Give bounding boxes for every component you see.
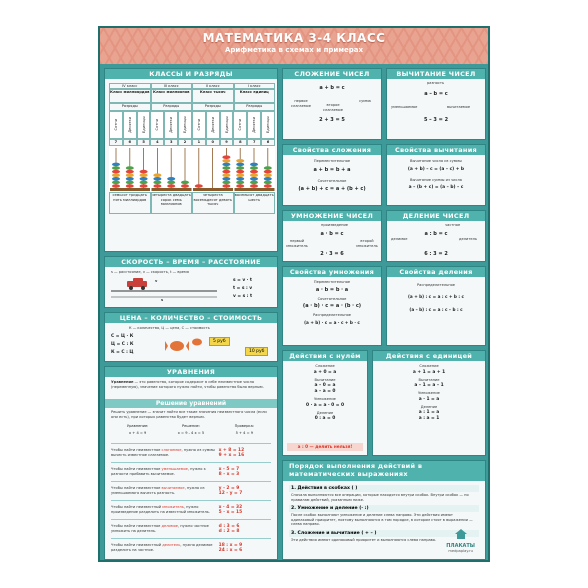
rank-cols	[109, 111, 275, 139]
speed-label-v: v	[155, 279, 158, 283]
abacus-bead	[236, 170, 244, 174]
subtraction-formula: a – b = c	[424, 91, 448, 97]
prop-formula: a · b = b · a	[315, 286, 349, 293]
class-name: Класс миллиардов	[109, 89, 151, 103]
rule-word: делитель	[162, 543, 181, 548]
multiplication-formula: a · b = c	[320, 231, 344, 237]
rank-col-text: Сотни	[113, 119, 118, 131]
division-example: 6 : 3 = 2	[424, 251, 448, 257]
prop-label: Переместительное	[313, 280, 351, 284]
rule-example: x - 5 = 7	[218, 467, 240, 472]
addition-part: сумма	[359, 99, 371, 103]
rank-labels	[109, 103, 275, 111]
abacus-drawing	[109, 146, 275, 192]
op-label: Умножение	[314, 397, 336, 402]
rule-row	[111, 500, 271, 519]
op-formula: a : 1 = a	[418, 410, 440, 416]
number-word: четыреста восемьдесят девять тысяч	[192, 192, 234, 214]
section-classes	[104, 68, 278, 252]
speed-label-s: s	[161, 298, 164, 302]
abacus-bead	[167, 181, 175, 185]
prop-formula: (a – b) : c = a : c – b : c	[409, 306, 463, 312]
section-div-props	[386, 266, 486, 346]
rule-post: , нужно из суммы вычесть известное слагаемое.	[111, 448, 215, 457]
abacus-bead	[222, 159, 230, 163]
rank-label: Разряды	[151, 103, 193, 111]
rank-col	[220, 111, 234, 139]
order-step-head: 2. Умножение и деление (· :)	[289, 505, 479, 512]
solve-title: Решение уравнений	[105, 399, 277, 408]
prop-formula: (a + b) – c = (a – c) + b	[407, 166, 465, 172]
one-list	[373, 364, 485, 421]
rule-word: делимое	[161, 524, 178, 529]
abacus-bead	[222, 155, 230, 159]
section-equations	[104, 366, 278, 560]
abacus-bead	[112, 184, 120, 188]
rule-post: , нужно частное умножить на делитель.	[111, 524, 209, 533]
abacus-bead	[250, 181, 258, 185]
section-title: Действия с единицей	[373, 351, 485, 361]
rule-text	[111, 543, 219, 552]
section-price	[104, 312, 278, 362]
price-formula: Ц = С : К	[111, 342, 134, 347]
zero-warning: a : 0 — делить нельзя!	[287, 443, 363, 451]
rule-text	[111, 524, 219, 533]
class-header: III класс	[151, 83, 193, 89]
rule-text	[111, 505, 219, 514]
rank-label: Разряды	[192, 103, 234, 111]
prop-formula: (a + b) + c = a + (b + c)	[298, 186, 366, 193]
abacus-bead	[112, 170, 120, 174]
abacus-bead	[236, 163, 244, 167]
prop-formula: a + b = b + a	[313, 166, 351, 173]
abacus-bead	[236, 177, 244, 181]
rule-example: 12 - y = 7	[218, 491, 243, 496]
section-addition	[282, 68, 382, 140]
digit-cell: 4	[150, 139, 164, 146]
abacus-bead	[236, 166, 244, 170]
rule-examples	[219, 467, 271, 477]
section-multiplication	[282, 210, 382, 262]
rule-pre: Чтобы найти неизвестный	[111, 505, 163, 510]
car-road-drawing	[109, 277, 219, 305]
solve-example-cell: x = 9 - 4 x = 5	[177, 431, 205, 435]
abacus-bead	[140, 177, 148, 181]
section-title: УМНОЖЕНИЕ ЧИСЕЛ	[283, 211, 381, 221]
order-step-head: 3. Сложение и вычитание ( + – )	[289, 530, 479, 537]
section-subtraction	[386, 68, 486, 140]
op-label: Умножение	[418, 391, 440, 396]
op-label: Деление	[420, 404, 438, 409]
page-title: МАТЕМАТИКА 3-4 КЛАСС	[202, 31, 386, 45]
rank-col-text: Сотни	[196, 119, 201, 131]
abacus-bead	[126, 181, 134, 185]
abacus-bead	[222, 163, 230, 167]
rule-pre: Чтобы найти неизвестное	[111, 448, 162, 453]
rule-example: 8 - x = 3	[218, 472, 240, 477]
rule-row	[111, 519, 271, 538]
section-title: ВЫЧИТАНИЕ ЧИСЕЛ	[387, 69, 485, 79]
rank-col	[178, 111, 192, 139]
abacus-bead	[236, 181, 244, 185]
prop-label: Вычитание числа из суммы	[410, 159, 462, 163]
abacus-bead	[222, 181, 230, 185]
rule-row	[111, 538, 271, 557]
prop-label: Сочетательное	[317, 178, 347, 183]
op-label: Сложение	[419, 364, 439, 368]
prop-formula: (a + b) : c = a : c + b : c	[408, 293, 464, 299]
digit-cell: 7	[109, 139, 123, 146]
addition-formula: a + b = c	[319, 85, 345, 91]
page-subtitle: Арифметика в схемах и примерах	[224, 46, 364, 54]
rank-col	[261, 111, 275, 139]
rank-col	[150, 111, 164, 139]
division-part: частное	[445, 223, 461, 227]
abacus-bead	[236, 184, 244, 188]
digit-cell: 8	[233, 139, 247, 146]
rule-word: слагаемое	[161, 448, 182, 453]
abacus-bead	[140, 173, 148, 177]
op-formula: a – 1 = a – 1	[414, 383, 444, 389]
definition-label: Уравнение	[111, 380, 134, 384]
op-label: Вычитание	[418, 377, 440, 382]
prop-label: Распределительное	[313, 313, 351, 318]
rule-word: множитель	[162, 505, 184, 510]
rank-col	[206, 111, 220, 139]
abacus-bead	[153, 173, 161, 177]
solve-col: Уравнение:	[126, 424, 149, 428]
rules-list	[111, 443, 271, 557]
rank-col	[164, 111, 178, 139]
abacus-bead	[112, 177, 120, 181]
section-title: КЛАССЫ И РАЗРЯДЫ	[105, 69, 277, 79]
abacus-bead	[250, 163, 258, 167]
rule-example: 18 : x = 9	[218, 543, 243, 548]
op-label: Вычитание	[314, 377, 336, 382]
zero-list	[283, 364, 367, 421]
rule-examples	[219, 543, 271, 553]
abacus-bead	[112, 163, 120, 167]
definition-text: — это равенство, которое содержит в себе неизвестное число (переменную), значение которого нужно найти, чтобы равенство было верным.	[111, 380, 264, 389]
division-formula: a : b = c	[424, 231, 448, 237]
digit-cell: 0	[206, 139, 220, 146]
abacus-base	[193, 188, 233, 191]
abacus-bead	[264, 173, 272, 177]
rule-row	[111, 443, 271, 462]
rule-example: d : 2 = 8	[218, 529, 240, 534]
division-part: делимое	[391, 237, 408, 241]
op-label: Деление	[316, 410, 334, 415]
abacus-bead	[167, 184, 175, 188]
digit-cell: 9	[220, 139, 234, 146]
abacus-bead	[126, 166, 134, 170]
price-tag: 5 руб	[209, 337, 230, 346]
rank-col-text: Единицы	[183, 116, 188, 134]
abacus-bead	[222, 173, 230, 177]
prop-label: Вычитание суммы из числа	[410, 177, 462, 182]
rule-examples	[219, 448, 271, 458]
abacus-bead	[264, 166, 272, 170]
class-name: Класс тысяч	[192, 89, 234, 103]
abacus-bead	[236, 159, 244, 163]
digit-cell: 1	[192, 139, 206, 146]
rank-col-text: Десятки	[127, 117, 132, 133]
multiplication-example: 2 · 3 = 6	[320, 251, 344, 257]
candy-icon	[165, 333, 205, 359]
price-formula: С = Ц · К	[111, 334, 134, 339]
section-title: СКОРОСТЬ – ВРЕМЯ – РАССТОЯНИЕ	[105, 257, 277, 267]
prop-label: Переместительное	[313, 159, 351, 163]
rank-col-text: Сотни	[238, 119, 243, 131]
op-formula: a + 0 = a	[313, 369, 337, 375]
subtraction-part: вычитаемое	[447, 105, 471, 109]
rule-pre: Чтобы найти неизвестное	[111, 486, 162, 491]
abacus-bead	[222, 177, 230, 181]
subtraction-example: 5 – 3 = 2	[423, 117, 449, 123]
abacus-bead	[264, 184, 272, 188]
prop-label: Сочетательное	[317, 296, 347, 301]
digit-cell: 5	[137, 139, 151, 146]
digit-cell: 6	[123, 139, 137, 146]
section-title: ЦЕНА – КОЛИЧЕСТВО – СТОИМОСТЬ	[105, 313, 277, 323]
rule-examples	[219, 505, 271, 515]
class-header: I класс	[234, 83, 276, 89]
section-add-props	[282, 144, 382, 206]
rule-word: вычитаемое	[161, 486, 185, 491]
addition-part: второе слагаемое	[323, 103, 343, 112]
abacus-base	[110, 188, 150, 191]
section-title: Порядок выполнения действий в математических выражениях	[283, 461, 485, 481]
equation-definition	[111, 380, 271, 389]
abacus-bead	[181, 181, 189, 185]
section-title: СЛОЖЕНИЕ ЧИСЕЛ	[283, 69, 381, 79]
prop-formula: (a + b) · c = a · c + b · c	[304, 319, 360, 325]
multiplication-part: первый множитель	[286, 239, 308, 248]
rank-col-text: Десятки	[210, 117, 215, 133]
abacus-bead	[222, 184, 230, 188]
rank-label: Разряды	[109, 103, 151, 111]
addition-example: 2 + 3 = 5	[319, 117, 345, 123]
rank-col	[247, 111, 261, 139]
class-header: II класс	[192, 83, 234, 89]
op-formula: a – 0 = a	[314, 383, 336, 389]
digit-cell: 2	[178, 139, 192, 146]
section-title: ДЕЛЕНИЕ ЧИСЕЛ	[387, 211, 485, 221]
rule-pre: Чтобы найти неизвестный	[111, 543, 163, 548]
rank-col	[233, 111, 247, 139]
section-title: Свойства вычитания	[387, 145, 485, 155]
class-name: Класс миллионов	[151, 89, 193, 103]
multiplication-part: произведение	[321, 223, 348, 227]
speed-legend: s — расстояние, v — скорость, t — время	[111, 270, 189, 274]
abacus-bead	[153, 181, 161, 185]
abacus-bead	[126, 184, 134, 188]
house-icon	[455, 529, 467, 539]
rank-col-text: Единицы	[266, 116, 271, 134]
order-step-text: После скобок выполняют умножение и деление слева направо. Эти действия имеют одинаковый приоритет, поэтому выполняются в том порядке, в котором стоят в выражении — слева направо.	[291, 513, 473, 527]
rule-text	[111, 467, 219, 476]
section-zero	[282, 350, 368, 456]
price-tag: 10 руб	[245, 347, 268, 356]
rule-pre: Чтобы найти неизвестное	[111, 524, 162, 529]
rank-col-text: Десятки	[169, 117, 174, 133]
rule-word: уменьшаемое	[161, 467, 188, 472]
header	[100, 28, 488, 64]
class-names	[109, 89, 275, 103]
abacus-bead	[126, 173, 134, 177]
rule-post: , нужно произведение разделить на известный множитель.	[111, 505, 210, 514]
multiplication-part: второй множитель	[356, 239, 378, 248]
rule-pre: Чтобы найти неизвестное	[111, 467, 162, 472]
rule-row	[111, 481, 271, 500]
solve-col: Проверка:	[234, 424, 255, 428]
subtraction-part: разность	[427, 81, 445, 85]
op-formula: 0 : a = 0	[314, 416, 336, 422]
footer-site: medpaplay.ru	[448, 549, 473, 553]
section-speed	[104, 256, 278, 308]
abacus-bead	[181, 184, 189, 188]
abacus-bead	[222, 170, 230, 174]
abacus-bead	[264, 177, 272, 181]
rule-example: 9 + x = 16	[218, 453, 245, 458]
section-order	[282, 460, 486, 560]
abacus-bead	[250, 177, 258, 181]
section-title: УРАВНЕНИЯ	[105, 367, 277, 377]
number-word: семьсот тридцать пять миллиардов	[109, 192, 151, 214]
solve-text: Решить уравнение — значит найти все такие значения неизвестного числа (если они есть), при которых равенство будет верным.	[111, 410, 267, 419]
abacus-base	[152, 188, 192, 191]
section-one	[372, 350, 486, 456]
speed-formula: v = s : t	[233, 294, 253, 299]
abacus-bead	[167, 177, 175, 181]
abacus-bead	[112, 173, 120, 177]
abacus-bead	[140, 181, 148, 185]
price-formula: К = С : Ц	[111, 350, 134, 355]
poster	[98, 26, 490, 562]
abacus-bead	[153, 177, 161, 181]
rule-examples	[219, 524, 271, 534]
section-title: Свойства умножения	[283, 267, 381, 277]
rule-post: , нужно из уменьшаемого вычесть разность.	[111, 486, 205, 495]
order-step-head: 1. Действия в скобках ( )	[289, 485, 479, 492]
rank-col	[137, 111, 151, 139]
rule-examples	[219, 486, 271, 496]
section-sub-props	[386, 144, 486, 206]
rule-text	[111, 448, 219, 457]
rank-label: Разряды	[234, 103, 276, 111]
rank-col-text: Единицы	[224, 116, 229, 134]
solve-example-cell: x + 4 = 9	[129, 431, 147, 435]
digit-cell: 3	[164, 139, 178, 146]
section-division	[386, 210, 486, 262]
abacus-bead	[236, 173, 244, 177]
rank-col	[109, 111, 123, 139]
op-formula: a + 1 = a + 1	[412, 369, 446, 375]
abacus-bead	[153, 184, 161, 188]
abacus-bead	[264, 181, 272, 185]
abacus-bead	[264, 170, 272, 174]
op-formula: a – a = 0	[314, 389, 336, 395]
rule-text	[111, 486, 219, 495]
solve-example-cell: 5 + 4 = 9	[235, 431, 254, 435]
abacus-bead	[140, 184, 148, 188]
digit-cell: 7	[247, 139, 261, 146]
section-mul-props	[282, 266, 382, 346]
prop-label: Распределительное	[417, 283, 455, 287]
rule-row	[111, 462, 271, 481]
number-words	[109, 192, 275, 214]
section-title: Действия с нулём	[283, 351, 367, 361]
class-header: IV класс	[109, 83, 151, 89]
rule-example: y - 2 = 9	[218, 486, 240, 491]
op-formula: 0 · a = a · 0 = 0	[305, 402, 344, 408]
solve-col: Решение:	[181, 424, 200, 428]
op-label: Сложение	[315, 364, 335, 368]
op-formula: a : a = 1	[418, 416, 440, 422]
speed-formula: s = v · t	[233, 278, 253, 283]
rule-example: x · 4 = 32	[218, 505, 243, 510]
rule-example: 24 : x = 6	[218, 548, 243, 553]
abacus-bead	[195, 184, 203, 188]
speed-formula: t = s : v	[233, 286, 253, 291]
section-title: Свойства сложения	[283, 145, 381, 155]
rule-post: , нужно к разности прибавить вычитаемое.	[111, 467, 206, 476]
price-legend: К — количество, Ц — цена, С — стоимость	[129, 326, 210, 330]
class-name: Класс единиц	[234, 89, 276, 103]
digit-row	[109, 139, 275, 146]
rule-example: d : 3 = 6	[218, 524, 240, 529]
rank-col-text: Десятки	[252, 117, 257, 133]
subtraction-part: уменьшаемое	[391, 105, 418, 109]
abacus-bead	[222, 166, 230, 170]
op-formula: a · 1 = a	[418, 396, 440, 402]
abacus-bead	[250, 173, 258, 177]
section-title: Свойства деления	[387, 267, 485, 277]
abacus-bead	[126, 170, 134, 174]
number-word: восемьсот двадцать шесть	[234, 192, 276, 214]
rank-col	[123, 111, 137, 139]
rule-example: x + 8 = 12	[218, 448, 245, 453]
abacus-bead	[250, 170, 258, 174]
footer-logo	[446, 524, 475, 553]
rank-col-text: Единицы	[141, 116, 146, 134]
abacus-bead	[112, 181, 120, 185]
rule-example: 5 · x = 15	[218, 510, 243, 515]
rule-post: , нужно делимое разделить на частное.	[111, 543, 213, 552]
abacus-base	[235, 188, 275, 191]
solve-example	[111, 431, 271, 435]
abacus-bead	[250, 166, 258, 170]
addition-part: первое слагаемое	[291, 99, 311, 108]
prop-formula: (a · b) · c = a · (b · c)	[302, 303, 362, 310]
rank-col-text: Сотни	[155, 119, 160, 131]
abacus-bead	[250, 184, 258, 188]
order-step-text: Эти действия имеют одинаковый приоритет и выполняются слева направо.	[291, 537, 437, 542]
digit-cell: 6	[261, 139, 275, 146]
abacus-bead	[140, 170, 148, 174]
footer-brand: ПЛАКАТЫ	[446, 543, 475, 549]
order-step-text: Сначала выполняются все операции, которые находятся внутри скобок. Внутри скобок — по правилам действий, указанным ниже.	[291, 493, 469, 502]
number-word: четыреста двадцать сорок семь миллионов	[151, 192, 193, 214]
solve-cols	[111, 424, 271, 428]
prop-formula: a – (b + c) = (a – b) – c	[408, 185, 464, 191]
abacus-bead	[126, 177, 134, 181]
abacus-bead	[112, 166, 120, 170]
rank-col	[192, 111, 206, 139]
division-part: делитель	[459, 237, 478, 241]
